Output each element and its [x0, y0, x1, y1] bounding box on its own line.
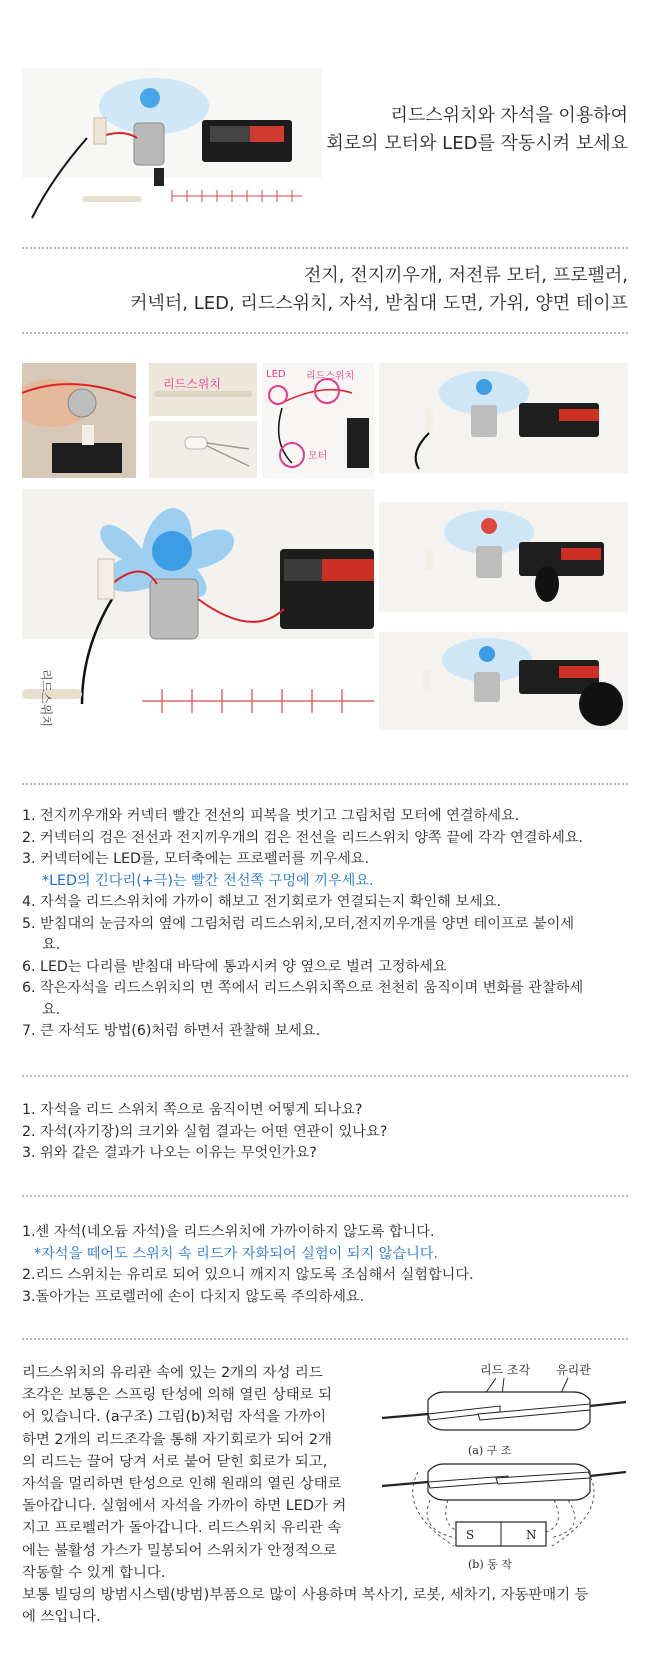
divider	[22, 332, 628, 334]
magnet-n-label: N	[526, 1528, 537, 1542]
step-2: 2. 커넥터의 검은 전선과 전지끼우개의 검은 전선을 리드스위치 양쪽 끝에 각각 연결하세요.	[22, 829, 584, 846]
photo-label-motor: 모터	[308, 451, 328, 462]
explanation-line: 지고 프로펠러가 돌아갑니다. 리드스위치 유리관 속	[22, 1520, 342, 1537]
diagram-label-reed: 리드 조각	[480, 1363, 531, 1377]
step-6b: 6. 작은자석을 리드스위치의 면 쪽에서 리드스위치쪽으로 천천히 움직이며 변화를 관찰하세	[22, 980, 584, 996]
steps-list	[22, 806, 632, 1043]
materials-line-1: 전지, 전지끼우개, 저전류 모터, 프로펠러,	[304, 265, 628, 286]
explanation-line: 어 있습니다. (a구조) 그림(b)처럼 자석을 가까이	[22, 1409, 327, 1426]
photo-labeled-circuit	[262, 363, 374, 478]
explanation-line: 보통 빌딩의 방범시스템(방범)부품으로 많이 사용하며 복사기, 로봇, 세차기, 자동판매기 등	[22, 1587, 589, 1603]
photo-step-3	[379, 632, 628, 730]
photo-step-2	[379, 502, 628, 612]
step-4: 4. 자석을 리드스위치에 가까이 해보고 전기회로가 연결되는지 확인해 보세요.	[22, 894, 501, 910]
cautions-list	[22, 1222, 632, 1308]
caution-1: 1.센 자석(네오듐 자석)을 리드스위치에 가까이하지 않도록 합니다.	[22, 1224, 435, 1240]
photo-led	[149, 421, 257, 478]
explanation-line: 조각은 보통은 스프링 탄성에 의해 열린 상태로 되	[22, 1387, 333, 1404]
step-5-cont: 요.	[42, 937, 61, 953]
intro-line-1: 리드스위치와 자석을 이용하여	[390, 105, 628, 126]
divider	[22, 1338, 628, 1340]
photo-step-1	[379, 363, 628, 473]
caution-3: 3.돌아가는 프로렐러에 손이 다치지 않도록 주의하세요.	[22, 1288, 365, 1305]
diagram-caption-a: (a) 구 조	[468, 1444, 512, 1457]
step-3-note: *LED의 긴다리(+극)는 빨간 전선쪽 구멍에 끼우세요.	[42, 872, 374, 889]
caution-2: 2.리드 스위치는 유리로 되어 있으니 깨지지 않도록 조심해서 실험합니다.	[22, 1267, 474, 1283]
explanation-line: 돌아갑니다. 실험에서 자석을 가까이 하면 LED가 켜	[22, 1498, 347, 1515]
photo-label-reed: 리드스위치	[163, 377, 221, 391]
step-7: 7. 큰 자석도 방법(6)처럼 하면서 관찰해 보세요.	[22, 1023, 321, 1039]
materials-text	[130, 262, 628, 318]
divider	[22, 783, 628, 785]
photo-side-label: 리드스위치	[39, 669, 53, 727]
photo-label-reed-2: 리드스위치	[306, 371, 355, 382]
divider	[22, 247, 628, 249]
explanation-text	[22, 1362, 362, 1584]
question-3: 3. 위와 같은 결과가 나오는 이유는 무엇인가요?	[22, 1145, 317, 1161]
questions-list	[22, 1100, 632, 1165]
question-2: 2. 자석(자기장)의 크기와 실험 결과는 어떤 연관이 있나요?	[22, 1123, 388, 1140]
step-6b-cont: 요.	[42, 1001, 61, 1018]
explanation-line: 작동할 수 있게 합니다.	[22, 1564, 166, 1581]
intro-line-2: 회로의 모터와 LED를 작동시켜 보세요	[326, 133, 628, 154]
divider	[22, 1075, 628, 1077]
explanation-line: 에는 불활성 가스가 밀봉되어 스위치가 안정적으로	[22, 1542, 337, 1559]
explanation-line: 리드스위치의 유리관 속에 있는 2개의 자성 리드	[22, 1365, 323, 1381]
explanation-line: 의 리드는 끌어 당겨 서로 붙어 닫힌 회로가 되고,	[22, 1453, 328, 1470]
step-1: 1. 전지끼우개와 커넥터 빨간 전선의 피복을 벗기고 그림처럼 모터에 연결하세요.	[22, 808, 520, 824]
photo-reed-switch	[149, 363, 257, 416]
materials-line-2: 커넥터, LED, 리드스위치, 자석, 받침대 도면, 가위, 양면 테이프	[130, 293, 628, 314]
magnet-s-label: S	[466, 1528, 475, 1542]
question-1: 1. 자석을 리드 스위치 쪽으로 움직이면 어떻게 되나요?	[22, 1102, 363, 1118]
hero-photo	[22, 68, 322, 228]
reed-switch-diagram	[378, 1360, 628, 1580]
photo-label-led: LED	[266, 369, 286, 380]
explanation-line: 자석을 멀리하면 탄성으로 인해 원래의 열린 상태로	[22, 1476, 342, 1493]
explanation-text-full	[22, 1584, 632, 1628]
intro-text	[326, 102, 628, 158]
photo-hand-motor	[22, 363, 136, 478]
caution-1-note: *자석을 떼어도 스위치 속 리드가 자화되어 실험이 되지 않습니다.	[34, 1245, 439, 1262]
step-3: 3. 커넥터에는 LED를, 모터축에는 프로펠러를 끼우세요.	[22, 851, 370, 867]
step-5: 5. 받침대의 눈금자의 옆에 그림처럼 리드스위치,모터,전지끼우개를 양면 테이프로 붙이세	[22, 915, 575, 932]
explanation-line: 에 쓰입니다.	[22, 1609, 101, 1626]
divider	[22, 1195, 628, 1197]
step-6a: 6. LED는 다리를 받침대 바닥에 통과시켜 양 옆으로 벌려 고정하세요	[22, 958, 447, 975]
diagram-caption-b: (b) 동 작	[468, 1558, 512, 1571]
diagram-label-glass: 유리관	[556, 1363, 591, 1377]
explanation-line: 하면 2개의 리드조각을 통해 자기회로가 되어 2개	[22, 1431, 332, 1448]
photo-assembled-large	[22, 489, 374, 729]
